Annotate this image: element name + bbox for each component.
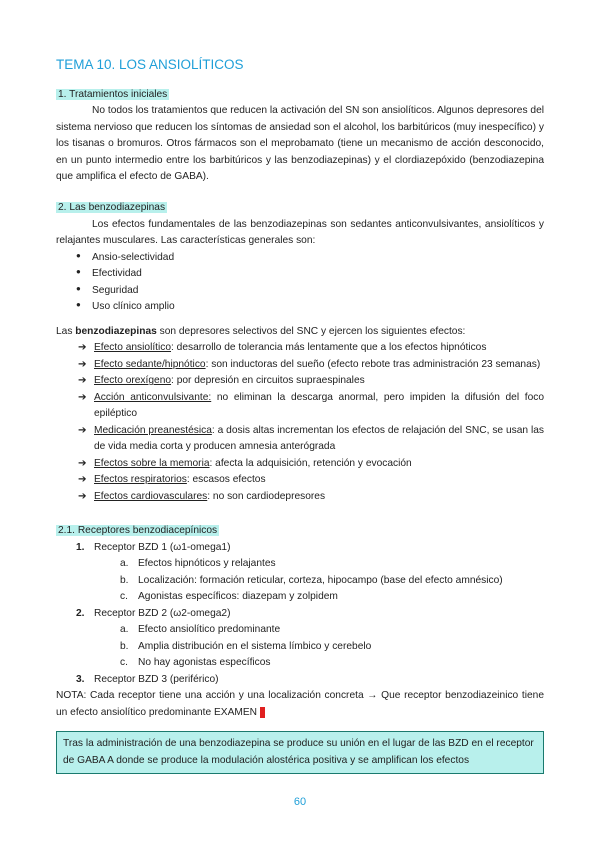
list-item: ● Efectividad — [78, 266, 544, 283]
list-item: c. No hay agonistas específicos — [120, 657, 271, 669]
section-2-heading: 2. Las benzodiazepinas — [58, 201, 166, 213]
section-1-heading: 1. Tratamientos iniciales — [58, 88, 168, 100]
highlight-mark: | — [260, 706, 264, 718]
receptor-item: 2. Receptor BZD 2 (ω2-omega2) a. Efecto ansiolítico predominante b. Amplia distribución en el sistema límbico y cerebelo c. No hay agonistas específicos — [76, 606, 544, 672]
list-item: ● Ansio-selectividad — [78, 250, 544, 267]
list-item: ➔ Efectos respiratorios: escasos efectos — [78, 472, 544, 489]
arrow-icon: ➔ — [78, 358, 87, 370]
list-item: ➔ Acción anticonvulsivante: no eliminan la descarga anormal, pero impiden la difusión del foco epiléptico — [78, 391, 545, 420]
list-item: ➔ Efecto ansiolítico: desarrollo de tolerancia más lentamente que a los efectos hipnóticos — [78, 340, 544, 357]
page-number: 60 — [293, 796, 307, 808]
arrow-icon: ➔ — [78, 474, 87, 486]
receptor-item: 3. Receptor BZD 3 (periférico) — [76, 673, 219, 685]
list-item: ● Uso clínico amplio — [78, 299, 544, 316]
arrow-icon: ➔ — [78, 457, 87, 469]
list-item: ➔ Efecto orexígeno: por depresión en circuitos supraespinales — [78, 373, 544, 390]
list-item: a. Efecto ansiolítico predominante — [120, 624, 281, 636]
effects-list — [56, 340, 544, 505]
list-item: ➔ Efectos cardiovasculares: no son cardiodepresores — [78, 489, 544, 506]
arrow-icon: ➔ — [78, 391, 87, 403]
arrow-icon: ➔ — [78, 375, 87, 387]
page-title: TEMA 10. LOS ANSIOLÍTICOS — [56, 57, 244, 72]
list-item: b. Amplia distribución en el sistema límbico y cerebelo — [120, 640, 372, 652]
arrow-icon: ➔ — [78, 342, 87, 354]
effects-intro: Las benzodiazepinas son depresores selectivos del SNC y ejercen los siguientes efectos: — [56, 325, 466, 337]
section-2-1-heading: 2.1. Receptores benzodiacepínicos — [58, 525, 218, 537]
list-item: ● Seguridad — [78, 283, 544, 300]
list-item: ➔ Efecto sedante/hipnótico: son inductoras del sueño (efecto rebote tras administración 23 semanas) — [78, 357, 544, 374]
list-item: ➔ Medicación preanestésica: a dosis altas incrementan los efectos de relajación del SNC, se usan las de vida media corta y producen amnesia anterógrada — [78, 424, 544, 453]
list-item: a. Efectos hipnóticos y relajantes — [120, 558, 276, 570]
section-1-paragraph: No todos los tratamientos que reducen la activación del SN son ansiolíticos. Algunos depresores del sistema nervioso que reducen los síntomas de ansiedad son el alcohol, los barbitúricos (muy inespecífico) y los tisanas o bromuros. Otros fármacos son el meprobamato (tiene un mecanismo de acción desconocido, en un punto intermedio entre los barbitúricos y las benzodiazepinas) y el clordiazepóxido (benzodiazepina que amplifica el efecto de GABA). — [56, 105, 544, 183]
list-item: b. Localización: formación reticular, corteza, hipocampo (base del efecto amnésico) — [120, 574, 503, 586]
exam-note: NOTA: Cada receptor tiene una acción y una localización concreta → Que receptor benzodiazeinico tiene un efecto ansiolítico predominante EXAMEN | — [56, 690, 544, 718]
list-item: c. Agonistas específicos: diazepam y zolpidem — [120, 591, 338, 603]
receptor-item: 1. Receptor BZD 1 (ω1-omega1) a. Efectos hipnóticos y relajantes b. Localización: formación reticular, corteza, hipocampo (base del efecto amnésico) c. Agonistas específicos: diazepam y zolpidem — [76, 540, 544, 606]
characteristics-list — [56, 250, 544, 316]
list-item: ➔ Efectos sobre la memoria: afecta la adquisición, retención y evocación — [78, 456, 544, 473]
summary-box: Tras la administración de una benzodiazepina se produce su unión en el lugar de las BZD en el receptor de GABA A donde se produce la modulación alostérica positiva y se amplifican los efectos — [56, 731, 544, 774]
arrow-icon: ➔ — [78, 490, 87, 502]
section-2-paragraph: Los efectos fundamentales de las benzodiazepinas son sedantes anticonvulsivantes, ansiolíticos y relajantes musculares. Las características generales son: — [56, 218, 544, 247]
arrow-icon: ➔ — [78, 424, 87, 436]
receptors-list — [56, 540, 544, 689]
